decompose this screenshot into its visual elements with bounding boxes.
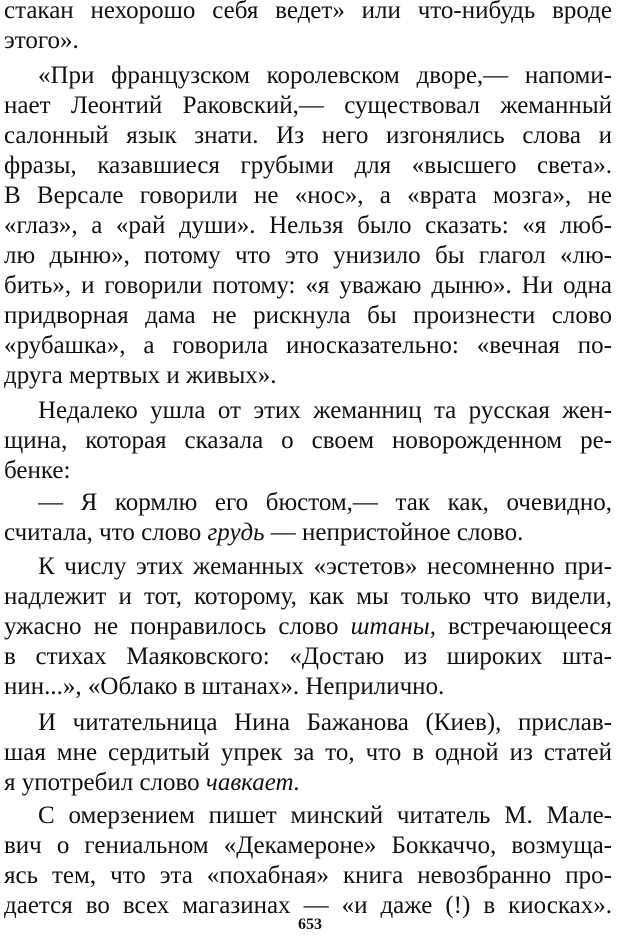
- text-line: считала, что слово грудь — непристойное слово.: [4, 519, 524, 546]
- page-number: 653: [298, 916, 322, 933]
- text-line: салонный язык знати. Из него изгонялись слова и: [4, 122, 612, 149]
- text-line: нает Леонтий Раковский,— существовал жеманный: [4, 92, 612, 119]
- text-line: — Я кормлю его бюстом,— так как, очевидно,: [38, 489, 612, 516]
- text-line: в стихах Маяковского: «Достаю из широких шта-: [4, 643, 612, 670]
- text-line: «При французском королевском дворе,— напоми-: [38, 62, 612, 89]
- text-line: Недалеко ушла от этих жеманниц та русская жен-: [38, 397, 612, 424]
- text-line: ясь тем, что эта «похабная» книга невозбранно про-: [4, 862, 612, 889]
- text-line: фразы, казавшиеся грубыми для «высшего света».: [4, 152, 612, 179]
- text-line: бенке:: [4, 457, 71, 484]
- text-line: «рубашка», а говорила иносказательно: «вечная по-: [4, 332, 612, 359]
- text-line: лю дыню», потому что это унизило бы глагол «лю-: [4, 242, 612, 269]
- text-line: ужасно не понравилось слово штаны, встречающееся: [4, 613, 612, 640]
- text-line: вич о гениальном «Декамероне» Боккаччо, возмуща-: [4, 832, 612, 859]
- text-line: придворная дама не рискнула бы произнести слово: [4, 302, 612, 329]
- text-line: И читательница Нина Бажанова (Киев), прислав-: [38, 709, 612, 736]
- text-line: К числу этих жеманных «эстетов» несомненно при-: [38, 553, 612, 580]
- text-line: «глаз», а «рай души». Нельзя было сказать: «я люб-: [4, 212, 612, 239]
- text-line: нин...», «Облако в штанах». Неприлично.: [4, 673, 445, 700]
- text-line: С омерзением пишет минский читатель М. Мале-: [38, 802, 612, 829]
- text-line: стакан нехорошо себя ведет» или что-нибудь вроде: [4, 0, 612, 24]
- text-line: дается во всех магазинах — «и даже (!) в киосках».: [4, 892, 612, 919]
- text-line: я употребил слово чавкает.: [4, 769, 301, 796]
- text-line: шая мне сердитый упрек за то, что в одной из статей: [4, 739, 612, 766]
- text-line: этого».: [4, 27, 79, 54]
- text-line: В Версале говорили не «нос», а «врата мозга», не: [4, 182, 612, 209]
- text-line: щина, которая сказала о своем новорожденном ре-: [4, 427, 612, 454]
- text-line: бить», и говорили потому: «я уважаю дыню». Ни одна: [4, 272, 612, 299]
- text-line: надлежит и тот, которому, как мы только что видели,: [4, 583, 612, 610]
- text-line: друга мертвых и живых».: [4, 362, 277, 389]
